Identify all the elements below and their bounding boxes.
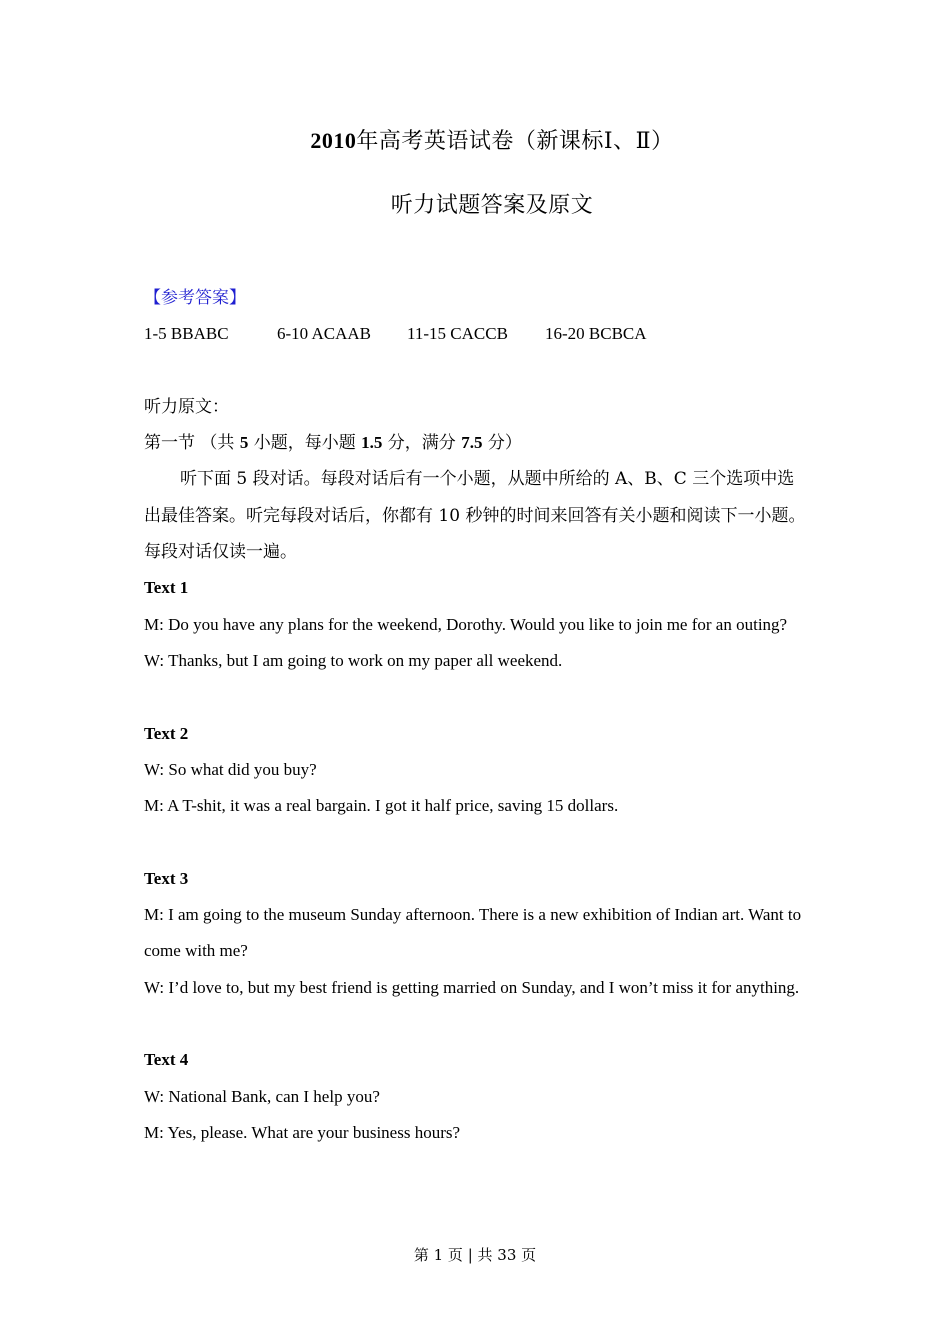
- answer-group: 6-10 ACAAB: [277, 324, 371, 344]
- dialogue-line: M: A T-shit, it was a real bargain. I got it half price, saving 15 dollars.: [144, 796, 619, 816]
- document-title: [0, 124, 950, 155]
- document-body: [144, 280, 810, 1151]
- section-number: 7.5: [461, 433, 483, 453]
- section-text: 小题，每小题: [253, 433, 356, 454]
- dialogue-line: W: So what did you buy?: [144, 759, 317, 779]
- dialogue-line: W: I’d love to, but my best friend is getting married on Sunday, and I won’t miss it for anything.: [144, 977, 800, 997]
- section-text: 分，满分: [387, 433, 456, 454]
- dialogue-line: W: Thanks, but I am going to work on my paper all weekend.: [144, 650, 563, 670]
- section-heading: [144, 425, 810, 461]
- answer-group: 1-5 BBABC: [144, 324, 229, 344]
- section-text: 第一节 （共: [144, 433, 235, 454]
- instructions-paragraph: 听下面 5 段对话。每段对话后有一个小题，从题中所给的 A、B、C 三个选项中选出最佳答案。听完每段对话后，你都有 10 秒钟的时间来回答有关小题和阅读下一小题。每段对话仅读一遍。: [144, 469, 806, 563]
- title-text: 年高考英语试卷（新课标Ⅰ、Ⅱ）: [356, 129, 674, 154]
- answers-row: [144, 316, 810, 352]
- answer-group: 16-20 BCBCA: [545, 324, 647, 344]
- page-footer: 第 1 页 | 共 33 页: [413, 1246, 537, 1264]
- dialogue-line: M: Do you have any plans for the weekend, Dorothy. Would you like to join me for an outing?: [144, 614, 788, 634]
- text-title: Text 2: [144, 723, 189, 743]
- section-number: 1.5: [361, 433, 383, 453]
- transcript-heading: 听力原文：: [144, 396, 229, 417]
- answer-group: 11-15 CACCB: [407, 324, 508, 344]
- dialogue-line: M: I am going to the museum Sunday afternoon. There is a new exhibition of Indian art. Want to come with me?: [144, 905, 802, 961]
- text-title: Text 4: [144, 1050, 189, 1070]
- title-year: 2010: [310, 128, 357, 153]
- section-number: 5: [239, 433, 249, 453]
- dialogue-line: W: National Bank, can I help you?: [144, 1086, 380, 1106]
- text-title: Text 3: [144, 868, 189, 888]
- dialogue-line: M: Yes, please. What are your business hours?: [144, 1122, 461, 1142]
- document-subtitle: 听力试题答案及原文: [390, 193, 594, 218]
- answers-label: 【参考答案】: [144, 288, 246, 308]
- section-text: 分）: [487, 433, 522, 454]
- text-title: Text 1: [144, 578, 189, 598]
